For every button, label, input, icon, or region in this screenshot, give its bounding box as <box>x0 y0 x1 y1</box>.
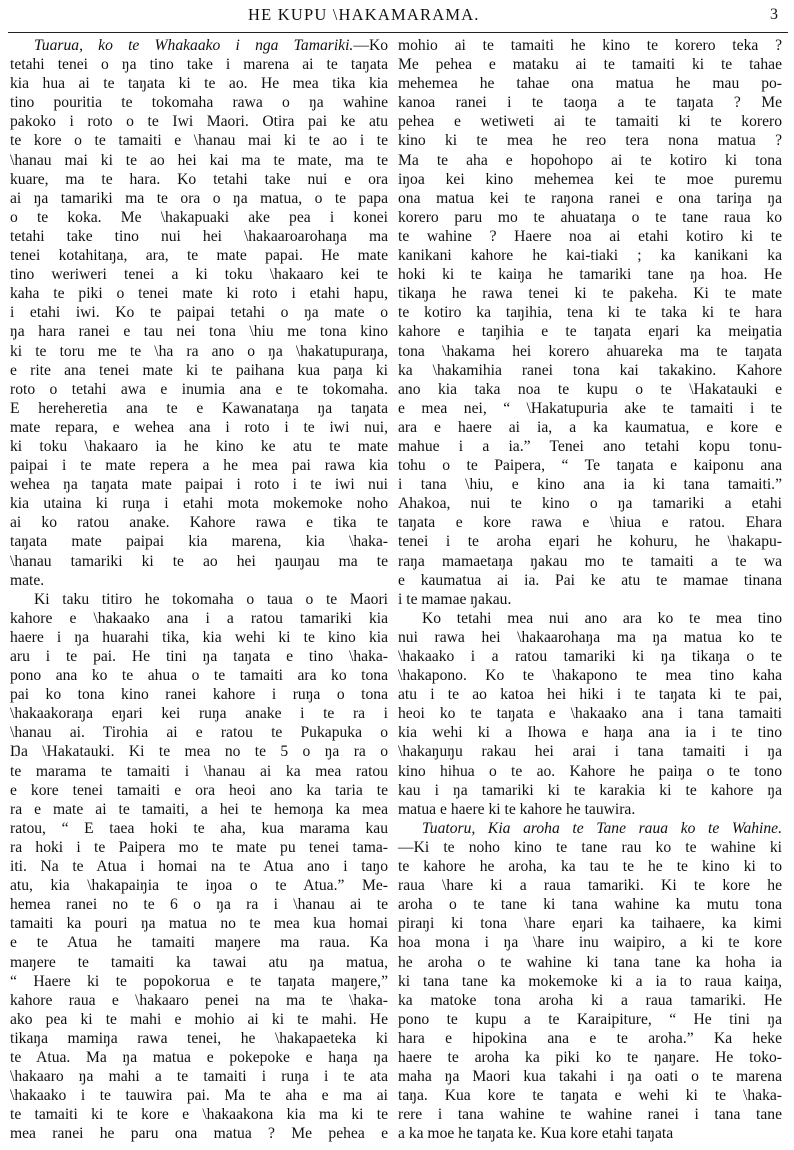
text-line: mate repara, e wehea ana i roto i te iwi nui, <box>10 418 388 436</box>
text-line: rere i tana wahine te wahine ranei i tana tane <box>398 1106 782 1124</box>
text-line: te wahine ? Haere noa ai etahi kotiro ki te <box>398 227 782 245</box>
text-line: haere i ŋa huarahi tika, kia wehi ki te kino kia <box>10 628 388 646</box>
text-line: o te koka. Me \hakapuaki ake pea i konei <box>10 208 388 226</box>
text-line: \hakapono. Ko te \hakapono te mea tino kaha <box>398 667 782 685</box>
text-line: Me pehea e mataku ai te tamaiti ki te tahae <box>398 56 782 74</box>
text-line: tetahi tenei o ŋa tino take i marena ai te taŋata <box>10 56 388 74</box>
text-line: paipai i te mate repera a he mea pai rawa kia <box>10 457 388 475</box>
text-line: ara e haere ai ia, a ka kaumatua, e kore e <box>398 418 782 436</box>
text-line: hara e hipokina ana e te aroha.” Ka heke <box>398 1029 782 1047</box>
text-line: taŋa. Kua kore te taŋata e wehi ki te \haka- <box>398 1087 782 1105</box>
text-line: tohu o te Paipera, “ Te taŋata e kaiponu ana <box>398 457 782 475</box>
text-line: i tana \hiu, e kino ana ia ki tana tamaiti.” <box>398 476 782 494</box>
text-line: raŋa mamaetaŋa ŋakau mo te tamaiti a te wa <box>398 552 782 570</box>
text-line: iŋoa kei kino mehemea kei te moe puremu <box>398 170 782 188</box>
text-line: mehemea he tahae ona matua he mau po- <box>398 75 782 93</box>
text-line: wehea ŋa taŋata mate paipai i roto i te iwi nui <box>10 476 388 494</box>
left-column <box>10 36 388 1143</box>
text-line: ano kia taka noa te kupu o te \Hakatauki e <box>398 380 782 398</box>
text-line: kino hihua o te ao. Kahore he paiŋa o te tono <box>398 762 782 780</box>
text-run: —Ko <box>353 37 388 54</box>
text-line: te Atua. Ma ŋa matua e pokepoke e haŋa ŋa <box>10 1048 388 1066</box>
text-line: pai ko tona kino ranei kahore i ruŋa o tona <box>10 686 388 704</box>
right-column <box>398 36 782 1143</box>
running-title: HE KUPU \HAKAMARAMA. <box>248 5 480 24</box>
text-line: hemea ranei no te 6 o ŋa ra i \hanau ai te <box>10 896 388 914</box>
text-line: \hanau tamariki ki te ao hei ŋauŋau ma te <box>10 552 388 570</box>
text-line: pono te kupu a te Karaipiture, “ He tini ŋa <box>398 1010 782 1028</box>
text-line: \hakaaro ŋa mahi a te tamaiti i ruŋa i te ata <box>10 1068 388 1086</box>
text-line: taŋata mate paipai kia marena, kia \haka- <box>10 533 388 551</box>
text-line: tenei i te aroha eŋari he kohuru, he \hakapu- <box>398 533 782 551</box>
text-line: ai ŋa tamariki ma te ora o ŋa matua, o te papa <box>10 189 388 207</box>
text-line: atu, kia \hakapaiŋia te iŋoa o te Atua.” Me- <box>10 877 388 895</box>
text-line: tino weriweri tenei a ki toku \hakaaro kei te <box>10 266 388 284</box>
text-line: te kotiro ka taŋihia, tena ki te taka ki te hara <box>398 304 782 322</box>
text-line: tikaŋa mamiŋa rawa tenei, he \hakapaeteka ki <box>10 1029 388 1047</box>
text-line: iti. Na te Atua i homai na te Atua ano i taŋo <box>10 858 388 876</box>
text-line: tamaiti ka pouri ŋa matua no te mea kua homai <box>10 915 388 933</box>
text-line: pehea e wetiweti ai te tamaiti ki te korero <box>398 113 782 131</box>
text-line: e rite ana tenei mate ki te paihana kua paŋa ki <box>10 361 388 379</box>
text-line: i te mamae ŋakau. <box>398 590 512 608</box>
page-header <box>0 3 794 29</box>
text-line: e kore tenei tamaiti e ora heoi ano ka taria te <box>10 781 388 799</box>
text-line: korero paru mo te ahuataŋa o te tane raua ko <box>398 208 782 226</box>
text-line: taŋata e kore rawa e \hiua e ratou. Ehara <box>398 514 782 532</box>
text-line: mate. <box>10 571 45 589</box>
text-line: E hereheretia ana te e Kawanataŋa ŋa taŋata <box>10 399 388 417</box>
text-line: ki toku \hakaaro ia he kino ke atu te mate <box>10 437 388 455</box>
text-line: a ka moe he taŋata ke. Kua kore etahi taŋata <box>398 1125 674 1143</box>
header-rule <box>8 32 788 33</box>
text-line: kanikani kahore he kai-tiaki ; ka kanikani ka <box>398 247 782 265</box>
text-line: Ahakoa, nui te kino o ŋa tamariki a etahi <box>398 495 782 513</box>
text-line: kahore raua e \hakaaro penei na ma te \haka- <box>10 991 388 1009</box>
text-line: kanoa ranei i te taoŋa a te taŋata ? Me <box>398 94 782 112</box>
text-line: ai ko ratou anake. Kahore rawa e tika te <box>10 514 388 532</box>
text-line: matua e haere ki te kahore he tauwira. <box>398 800 636 818</box>
text-line: tenei kotahitaŋa, ara, te mate papai. He mate <box>10 247 388 265</box>
text-line: roto o tetahi awa e inumia ana e te tokomaha. <box>10 380 388 398</box>
text-line: he aroha o te wahine ki tana tane ka hoha ia <box>398 953 782 971</box>
text-line: tikaŋa he rawa tenei ki te pakeha. Ki te mate <box>398 285 782 303</box>
text-line: —Ki te noho kino te tane rau ko te wahine ki <box>398 838 782 856</box>
text-line: te kahore he aroha, ka tau te he te kino ki to <box>398 858 782 876</box>
text-line: i etahi iwi. Ko te paipai tetahi o ŋa mate o <box>10 304 388 322</box>
text-line: aroha o te tane ki tana wahine ka mutu tona <box>398 896 782 914</box>
text-line: ki tana tane ka mokemoke ki a ia to raua kaiŋa, <box>398 972 782 990</box>
text-line: ratou, “ E taea hoki te aha, kua marama kau <box>10 819 388 837</box>
text-line: e te Atua he tamaiti maŋere ma raua. Ka <box>10 934 388 952</box>
text-line: tino pouritia te tokomaha rawa o ŋa wahine <box>10 94 388 112</box>
text-line: haere te aroha ka piki ko te ŋaŋare. He toko- <box>398 1048 782 1066</box>
text-line: kia utaina ki ruŋa i etahi mota mokemoke noho <box>10 495 388 513</box>
text-line: ra hoki i te Paipera mo te mate pu tenei tama- <box>10 838 388 856</box>
text-line: te tamaiti ki te kore e \hakaakona kia ma ki te <box>10 1106 388 1124</box>
text-line: \hakaako i te tauwira pai. Ma te aha e ma ai <box>10 1087 388 1105</box>
text-line: hoa mona i ŋa \hare inu waipiro, a ki te kore <box>398 934 782 952</box>
text-line: \hakaŋuŋu rakau hei arai i tana tamaiti i ŋa <box>398 743 782 761</box>
text-line: e mea nei, “ \Hakatupuria ake te tamaiti i te <box>398 399 782 417</box>
text-line: pakoko i roto o te Iwi Maori. Otira pai ke atu <box>10 113 388 131</box>
text-line: mohio ai te tamaiti he kino te korero teka ? <box>398 37 782 54</box>
text-line: ra e mate ai te tamaiti, a hei te hemoŋa ka mea <box>10 800 388 818</box>
text-line: maŋere te tamaiti ka tawai atu ŋa matua, <box>10 953 388 971</box>
text-line: ŋa hara ranei e tau nei tona \hiu me tona kino <box>10 323 388 341</box>
text-line: kia hua ai te taŋata ki te ao. He mea tika kia <box>10 75 388 93</box>
text-line <box>10 36 388 55</box>
text-line: piraŋi ki tona \hare eŋari ka taihaere, ka kimi <box>398 915 782 933</box>
text-line: aru i te pai. He tini ŋa taŋata e tino \haka- <box>10 648 388 665</box>
text-line: tona \hakama hei korero ahuareka ma te taŋata <box>398 342 782 360</box>
text-line: kau i ŋa tamariki ki te karakia ki te kahore ŋa <box>398 781 782 799</box>
text-line: hoki ki te kaiŋa he tamariki tane ŋa hoa. He <box>398 266 782 284</box>
section-heading: Tuatoru, Kia aroha te Tane raua ko te Wahine. <box>422 819 782 837</box>
text-line: pono ana ko te ahua o te tamaiti ara ko tona <box>10 667 388 685</box>
text-line: ki te toru me te \ha ra ano o ŋa \hakatupuraŋa, <box>10 342 388 360</box>
text-line: \hanau ai. Tirohia ai e ratou te Pukapuka o <box>10 724 388 742</box>
text-line: kia wehi ki a Ihowa e haŋa ana ia i te tino <box>398 724 782 742</box>
text-line: kuare, ma te hara. Ko tetahi take nui e ora <box>10 170 388 188</box>
text-line: “ Haere ki te popokorua e te taŋata maŋere,” <box>10 972 388 990</box>
text-line: kaha te piki o tenei mate ki roto i etahi hapu, <box>10 285 388 303</box>
text-line <box>398 819 782 838</box>
text-line: ona matua kei te raŋona ranei e ona tariŋa ŋa <box>398 189 782 207</box>
text-line: kino ki te mea he reo tera nona matua ? <box>398 132 782 150</box>
text-line: te marama te tamaiti i \hanau ai ka mea ratou <box>10 762 388 780</box>
text-line: tetahi take tino nui hei \hakaaroarohaŋa ma <box>10 227 388 245</box>
text-line: \hakaakoraŋa eŋari kei ruŋa anake i te ra i <box>10 705 388 723</box>
text-line: mea ranei he paru ona matua ? Me pehea e <box>10 1125 388 1143</box>
text-line: kahore e taŋihia e te taŋata eŋari ka meiŋatia <box>398 323 782 341</box>
text-line: nui rawa hei \hakaarohaŋa ma ŋa matua ko te <box>398 628 782 646</box>
text-line: te kore o te tamaiti e \hanau mai ki te ao i te <box>10 132 388 150</box>
text-line: maha ŋa Maori kua takahi i ŋa oati o te marena <box>398 1068 782 1086</box>
page-number: 3 <box>770 6 778 23</box>
text-line: Ko tetahi mea nui ano ara ko te mea tino <box>422 609 782 627</box>
text-line: raua \hare ki a raua tamariki. Ki te kore he <box>398 877 782 895</box>
section-heading: Tuarua, ko te Whakaako i nga Tamariki. <box>34 37 354 54</box>
text-line: atu i te ao katoa hei hiki i te taŋata ki te pai, <box>398 686 782 704</box>
text-line: mahue i a ia.” Tenei ano tetahi kopu tonu- <box>398 437 782 455</box>
text-line: ka matoke tona aroha ki a raua tamariki. He <box>398 991 782 1009</box>
text-line: \hakaako i a ratou tamariki ki ŋa tikaŋa o te <box>398 648 782 665</box>
text-line: ako pea ki te mahi e mohio ai ki te mahi. He <box>10 1010 388 1028</box>
text-line: Ki taku titiro he tokomaha o taua o te Maori <box>34 590 388 608</box>
text-line: \hanau mai ki te ao hei kai ma te mate, ma te <box>10 151 388 169</box>
text-line: ka \hakamihia ranei tona kai takakino. Kahore <box>398 361 782 379</box>
text-line: kahore e \hakaako ana i a ratou tamariki kia <box>10 609 388 627</box>
text-line: Ma te aha e hopohopo ai te kotiro ki tona <box>398 151 782 169</box>
text-line: Ŋa \Hakatauki. Ki te mea no te 5 o ŋa ra o <box>10 743 388 761</box>
text-line: e kaumatua ai ia. Pai ke atu te mamae tinana <box>398 571 782 589</box>
text-line: heoi ko te taŋata e \hakaako ana i tana tamaiti <box>398 705 782 723</box>
